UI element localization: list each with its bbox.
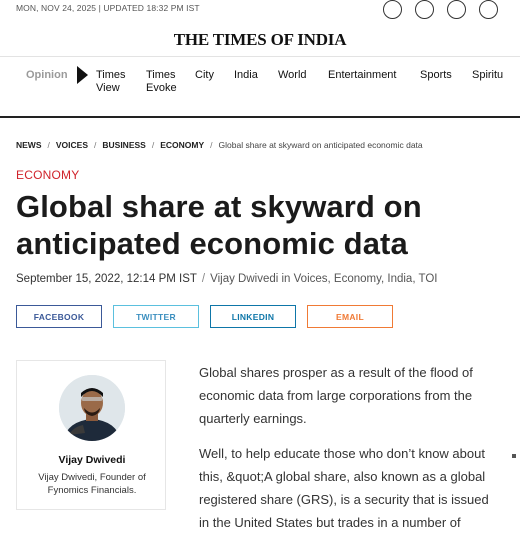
nav-item-entertainment[interactable]: Entertainment <box>328 69 397 81</box>
article-paragraph: Well, to help educate those who don’t know about this, &quot;A global share, also known as a global registered share (GRS), is a security that is issued in the United States but trades in a number of <box>199 446 489 530</box>
social-icon-4[interactable] <box>479 0 498 19</box>
author-name[interactable]: Vijay Dwivedi <box>58 454 126 466</box>
top-bar <box>0 0 520 18</box>
article-date: September 15, 2022, 12:14 PM IST <box>16 273 197 285</box>
site-logo[interactable]: THE TIMES OF INDIA <box>173 30 347 49</box>
social-icon-3[interactable] <box>447 0 466 19</box>
breadcrumb-economy[interactable]: ECONOMY <box>160 140 205 150</box>
dateline: MON, NOV 24, 2025 | UPDATED 18:32 PM IST <box>16 3 200 13</box>
breadcrumb-business[interactable]: BUSINESS <box>102 140 146 150</box>
breadcrumb-news[interactable]: NEWS <box>16 140 42 150</box>
breadcrumb <box>16 140 423 150</box>
nav-item-world[interactable]: World <box>278 69 307 81</box>
main-nav <box>0 62 520 116</box>
article-headline: Global share at skyward on anticipated economic data <box>16 189 422 261</box>
breadcrumb-current: Global share at skyward on anticipated economic data <box>218 140 423 150</box>
nav-item-times-view[interactable]: Times View <box>96 69 126 94</box>
breadcrumb-separator: / <box>151 140 155 150</box>
breadcrumb-separator: / <box>94 140 97 150</box>
article-author-line[interactable]: Vijay Dwivedi in Voices, Economy, India, TOI <box>210 273 438 285</box>
email-share-button[interactable]: EMAIL <box>307 305 393 328</box>
social-icons <box>383 0 498 19</box>
nav-opinion[interactable]: Opinion <box>26 69 68 81</box>
nav-divider <box>0 116 520 118</box>
author-card <box>16 360 166 510</box>
twitter-share-button[interactable]: TWITTER <box>113 305 199 328</box>
social-icon-2[interactable] <box>415 0 434 19</box>
social-icon-1[interactable] <box>383 0 402 19</box>
scroll-indicator <box>512 454 516 458</box>
article-category[interactable]: ECONOMY <box>16 168 80 182</box>
nav-item-spirituality[interactable]: Spiritu <box>472 69 504 81</box>
masthead-divider <box>0 56 520 57</box>
author-avatar[interactable] <box>59 375 125 441</box>
nav-item-times-evoke[interactable]: Times Evoke <box>146 69 177 94</box>
breadcrumb-separator: / <box>47 140 50 150</box>
masthead <box>0 30 520 50</box>
play-arrow-icon <box>77 66 88 84</box>
breadcrumb-separator: / <box>210 140 213 150</box>
article-body <box>199 361 489 546</box>
meta-separator: / <box>201 273 206 285</box>
linkedin-share-button[interactable]: LINKEDIN <box>210 305 296 328</box>
nav-item-india[interactable]: India <box>234 69 258 81</box>
article-meta <box>16 273 437 285</box>
article-paragraph: Global shares prosper as a result of the flood of economic data from large corporations from the quarterly earnings. <box>199 365 473 426</box>
nav-item-sports[interactable]: Sports <box>420 69 452 81</box>
facebook-share-button[interactable]: FACEBOOK <box>16 305 102 328</box>
author-photo-icon <box>59 375 125 441</box>
nav-item-city[interactable]: City <box>195 69 214 81</box>
author-description: Vijay Dwivedi, Founder of Fynomics Financials. <box>38 472 146 496</box>
breadcrumb-voices[interactable]: VOICES <box>55 140 88 150</box>
